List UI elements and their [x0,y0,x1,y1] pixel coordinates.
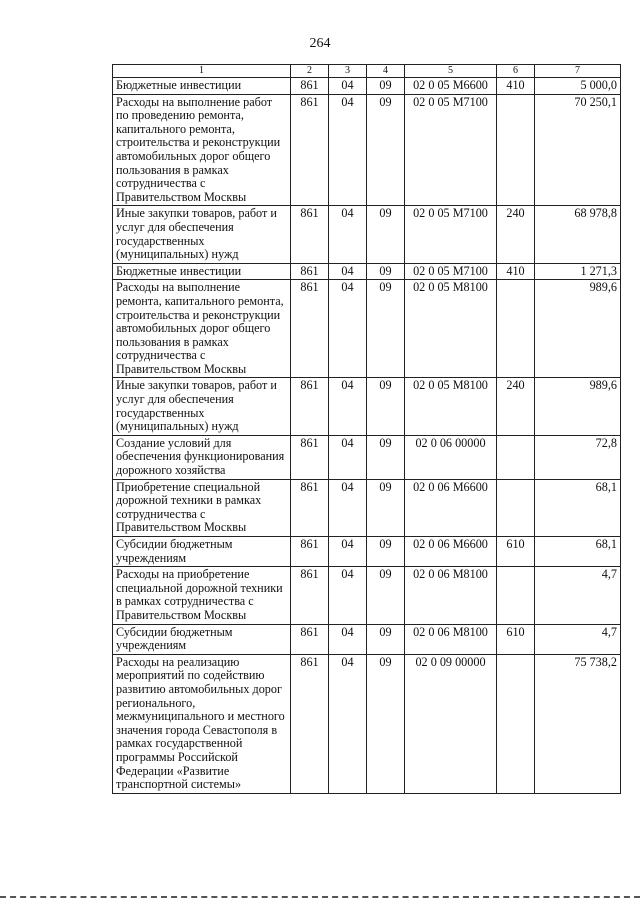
expense-name-cell: Бюджетные инвестиции [113,78,291,95]
expense-type-cell [497,654,535,793]
bottom-rule [0,896,640,898]
expense-type-cell: 410 [497,78,535,95]
page-number: 264 [309,36,331,51]
expense-type-cell [497,280,535,378]
subsection-code-cell: 09 [367,78,405,95]
section-code-cell: 04 [329,94,367,206]
expense-name-cell: Иные закупки товаров, работ и услуг для обеспечения государственных (муниципальных) нужд [113,206,291,263]
section-code-cell: 04 [329,78,367,95]
department-code-cell: 861 [291,378,329,435]
amount-cell: 75 738,2 [535,654,621,793]
department-code-cell: 861 [291,654,329,793]
header-cell: 3 [329,65,367,78]
subsection-code-cell: 09 [367,537,405,567]
target-item-cell: 02 0 05 M7100 [405,94,497,206]
target-item-cell: 02 0 09 00000 [405,654,497,793]
amount-cell: 68 978,8 [535,206,621,263]
expense-name-cell: Расходы на приобретение специальной дорожной техники в рамках сотрудничества с Правительством Москвы [113,567,291,624]
amount-cell: 1 271,3 [535,263,621,280]
expense-type-cell: 410 [497,263,535,280]
subsection-code-cell: 09 [367,479,405,536]
amount-cell: 68,1 [535,537,621,567]
department-code-cell: 861 [291,435,329,479]
department-code-cell: 861 [291,280,329,378]
expense-name-cell: Субсидии бюджетным учреждениям [113,537,291,567]
header-cell: 2 [291,65,329,78]
section-code-cell: 04 [329,654,367,793]
table-row [113,280,621,378]
header-cell: 6 [497,65,535,78]
amount-cell: 4,7 [535,567,621,624]
subsection-code-cell: 09 [367,435,405,479]
table-row [113,537,621,567]
department-code-cell: 861 [291,567,329,624]
amount-cell: 989,6 [535,378,621,435]
amount-cell: 72,8 [535,435,621,479]
table-row [113,624,621,654]
subsection-code-cell: 09 [367,94,405,206]
expense-name-cell: Расходы на реализацию мероприятий по содействию развитию автомобильных дорог регионального, межмуниципального и местного значения города Севастополя в рамках государственной программы Российской Федерации «Развитие транспортной системы» [113,654,291,793]
table-row [113,94,621,206]
target-item-cell: 02 0 05 M8100 [405,378,497,435]
expense-name-cell: Расходы на выполнение ремонта, капитального ремонта, строительства и реконструкции автомобильных дорог общего пользования в рамках сотрудничества с Правительством Москвы [113,280,291,378]
target-item-cell: 02 0 06 M8100 [405,624,497,654]
table-row [113,654,621,793]
section-code-cell: 04 [329,479,367,536]
amount-cell: 68,1 [535,479,621,536]
expense-name-cell: Создание условий для обеспечения функционирования дорожного хозяйства [113,435,291,479]
expense-name-cell: Бюджетные инвестиции [113,263,291,280]
table-row [113,78,621,95]
target-item-cell: 02 0 06 M6600 [405,479,497,536]
department-code-cell: 861 [291,479,329,536]
department-code-cell: 861 [291,537,329,567]
table-row [113,206,621,263]
expense-type-cell: 240 [497,206,535,263]
table-body [113,78,621,794]
section-code-cell: 04 [329,280,367,378]
expense-type-cell: 610 [497,624,535,654]
subsection-code-cell: 09 [367,567,405,624]
target-item-cell: 02 0 05 M7100 [405,206,497,263]
target-item-cell: 02 0 06 00000 [405,435,497,479]
section-code-cell: 04 [329,206,367,263]
amount-cell: 5 000,0 [535,78,621,95]
expense-name-cell: Расходы на выполнение работ по проведению ремонта, капитального ремонта, строительства и реконструкции автомобильных дорог общего пользования в рамках сотрудничества с Правительством Москвы [113,94,291,206]
subsection-code-cell: 09 [367,280,405,378]
expense-name-cell: Приобретение специальной дорожной техники в рамках сотрудничества с Правительством Москвы [113,479,291,536]
expense-type-cell [497,479,535,536]
expense-type-cell [497,435,535,479]
target-item-cell: 02 0 06 M6600 [405,537,497,567]
table-row [113,435,621,479]
header-cell: 1 [113,65,291,78]
target-item-cell: 02 0 05 M6600 [405,78,497,95]
department-code-cell: 861 [291,94,329,206]
table-row [113,479,621,536]
department-code-cell: 861 [291,206,329,263]
department-code-cell: 861 [291,624,329,654]
subsection-code-cell: 09 [367,624,405,654]
expense-type-cell: 240 [497,378,535,435]
section-code-cell: 04 [329,537,367,567]
header-cell: 7 [535,65,621,78]
subsection-code-cell: 09 [367,654,405,793]
amount-cell: 70 250,1 [535,94,621,206]
header-cell: 4 [367,65,405,78]
header-row [113,65,621,78]
subsection-code-cell: 09 [367,206,405,263]
expense-name-cell: Субсидии бюджетным учреждениям [113,624,291,654]
target-item-cell: 02 0 06 M8100 [405,567,497,624]
table-row [113,263,621,280]
section-code-cell: 04 [329,567,367,624]
expense-type-cell [497,94,535,206]
target-item-cell: 02 0 05 M8100 [405,280,497,378]
section-code-cell: 04 [329,435,367,479]
expense-type-cell: 610 [497,537,535,567]
target-item-cell: 02 0 05 M7100 [405,263,497,280]
subsection-code-cell: 09 [367,263,405,280]
amount-cell: 4,7 [535,624,621,654]
subsection-code-cell: 09 [367,378,405,435]
budget-table [112,64,621,794]
section-code-cell: 04 [329,263,367,280]
expense-type-cell [497,567,535,624]
header-cell: 5 [405,65,497,78]
section-code-cell: 04 [329,624,367,654]
table-row [113,378,621,435]
amount-cell: 989,6 [535,280,621,378]
expense-name-cell: Иные закупки товаров, работ и услуг для обеспечения государственных (муниципальных) нужд [113,378,291,435]
section-code-cell: 04 [329,378,367,435]
department-code-cell: 861 [291,78,329,95]
table-row [113,567,621,624]
department-code-cell: 861 [291,263,329,280]
